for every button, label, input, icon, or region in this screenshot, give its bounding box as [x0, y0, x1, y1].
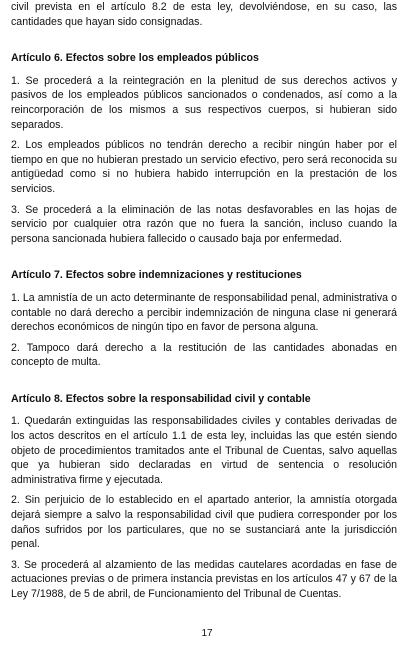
article-6-paragraph-2: 2. Los empleados públicos no tendrán derecho a recibir ningún haber por el tiempo en que no hubieran prestado un servicio efectivo, pero será reconocida su antigüedad como si no hubiera habido interrupción en la prestación de los servicios.: [11, 139, 397, 195]
article-8-title: Artículo 8. Efectos sobre la responsabilidad civil y contable: [11, 392, 311, 405]
article-7-paragraph-2: 2. Tampoco dará derecho a la restitución de las cantidades abonadas en concepto de multa.: [11, 341, 397, 369]
article-8-paragraph-1: 1. Quedarán extinguidas las responsabilidades civiles y contables derivadas de los actos descritos en el artículo 1.1 de esta ley, incluidas las que estén siendo objeto de procedimientos tramitados ante el Tribunal de Cuentas, salvo aquellas que ya hubieran sido declaradas en virtud de sentencia o resolución administrativa firme y ejecutada.: [11, 415, 397, 486]
article-6-paragraph-3: 3. Se procederá a la eliminación de las notas desfavorables en las hojas de servicio por cualquier otra razón que no fuera la sanción, incluso cuando la persona sancionada hubiera fallecido o causado baja por enfermedad.: [11, 203, 397, 245]
article-7: [11, 268, 397, 370]
intro-paragraph: civil prevista en el artículo 8.2 de esta ley, devolviéndose, en su caso, las cantidades que hayan sido consignadas.: [11, 1, 397, 28]
article-7-title: Artículo 7. Efectos sobre indemnizaciones y restituciones: [11, 269, 302, 282]
article-6: [11, 51, 397, 246]
article-8: [11, 392, 397, 602]
article-7-paragraph-1: 1. La amnistía de un acto determinante de responsabilidad penal, administrativa o contable no dará derecho a percibir indemnización de ninguna clase ni generará derechos económicos de ningún tipo en favor de persona alguna.: [11, 291, 397, 334]
article-8-paragraph-2: 2. Sin perjuicio de lo establecido en el apartado anterior, la amnistía otorgada dejará siempre a salvo la responsabilidad civil que pudiera corresponder por los daños sufridos por los particulares, que no se sustanciará ante la jurisdicción penal.: [11, 494, 397, 551]
document-page: [11, 0, 397, 602]
page-number: 17: [201, 628, 213, 639]
article-6-title: Artículo 6. Efectos sobre los empleados públicos: [11, 52, 259, 65]
article-8-paragraph-3: 3. Se procederá al alzamiento de las medidas cautelares acordadas en fase de actuaciones previas o de primera instancia previstas en los artículos 47 y 67 de la Ley 7/1988, de 5 de abril, de Funcionamiento del Tribunal de Cuentas.: [11, 558, 397, 600]
article-6-paragraph-1: 1. Se procederá a la reintegración en la plenitud de sus derechos activos y pasivos de los empleados públicos sancionados o condenados, así como a la reincorporación de los mismos a sus respectivos cuerpos, si hubieran sido separados.: [11, 74, 397, 131]
